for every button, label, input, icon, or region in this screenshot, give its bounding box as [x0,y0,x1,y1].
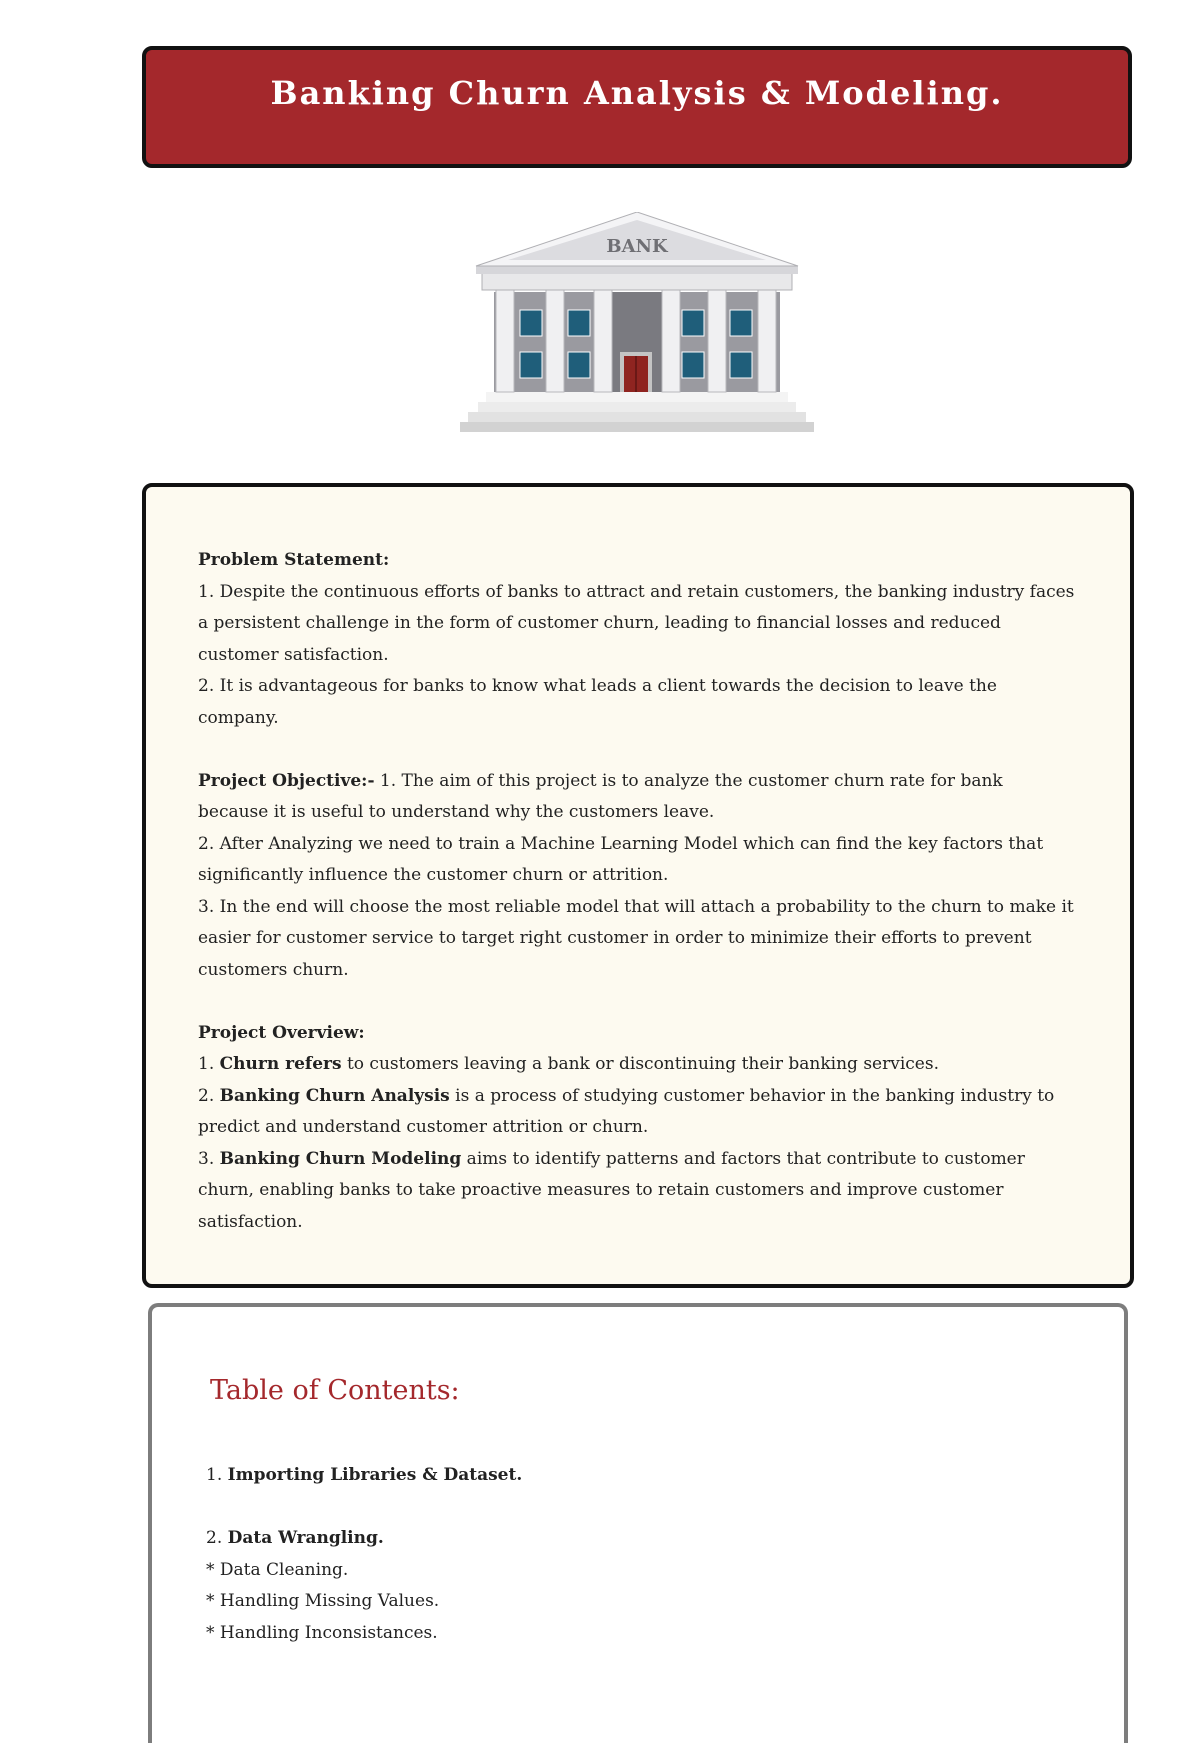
bank-building-icon [460,212,814,438]
project-objective-heading: Project Objective:- [198,770,375,791]
project-objective-point: 3. In the end will choose the most reliable model that will attach a probability to the churn to make it easier for customer service to target right customer in order to minimize their efforts to prevent customers churn. [198,896,1074,980]
toc-section-item[interactable]: 1. Importing Libraries & Dataset. [206,1465,523,1485]
project-info-content [198,545,1078,1238]
project-objective-first-line [198,766,1078,829]
toc-title: Table of Contents: [210,1375,460,1406]
title-banner [142,46,1132,168]
project-overview-section [198,1018,1078,1239]
problem-statement-point: 1. Despite the continuous efforts of banks to attract and retain customers, the banking industry faces a persistent challenge in the form of customer churn, leading to financial losses and reduced customer satisfaction. [198,581,1075,665]
project-info-box [142,483,1134,1288]
project-overview-point: 1. Churn refers to customers leaving a bank or discontinuing their banking services. [198,1054,939,1074]
overview-term: Banking Churn Analysis [219,1085,450,1106]
table-of-contents-box [148,1303,1128,1743]
toc-subitem[interactable]: * Data Cleaning. [206,1559,349,1580]
project-objective-point: 2. After Analyzing we need to train a Machine Learning Model which can find the key factors that significantly influence the customer churn or attrition. [198,833,1044,885]
project-overview-heading: Project Overview: [198,1022,365,1043]
page-title: Banking Churn Analysis & Modeling. [270,74,1004,112]
problem-statement-section [198,545,1078,734]
toc-subitem[interactable]: * Handling Inconsistances. [206,1622,438,1643]
project-overview-point: 3. Banking Churn Modeling aims to identify patterns and factors that contribute to customer churn, enabling banks to take proactive measures to retain customers and improve customer satisfaction. [198,1148,1025,1232]
overview-term: Churn refers [219,1054,342,1074]
bank-building-illustration [460,212,814,438]
overview-term: Banking Churn Modeling [219,1148,462,1169]
toc-list [206,1460,522,1649]
toc-section-item[interactable]: 2. Data Wrangling. [206,1528,384,1548]
project-objective-section [198,766,1078,987]
problem-statement-heading: Problem Statement: [198,550,390,570]
bank-sign-text: BANK [606,236,668,257]
project-objective-point: 1. The aim of this project is to analyze the customer churn rate for bank because it is useful to understand why the customers leave. [198,770,1003,822]
problem-statement-point: 2. It is advantageous for banks to know what leads a client towards the decision to leave the company. [198,676,997,728]
project-overview-point: 2. Banking Churn Analysis is a process of studying customer behavior in the banking industry to predict and understand customer attrition or churn. [198,1085,1055,1137]
toc-subitem[interactable]: * Handling Missing Values. [206,1591,440,1611]
